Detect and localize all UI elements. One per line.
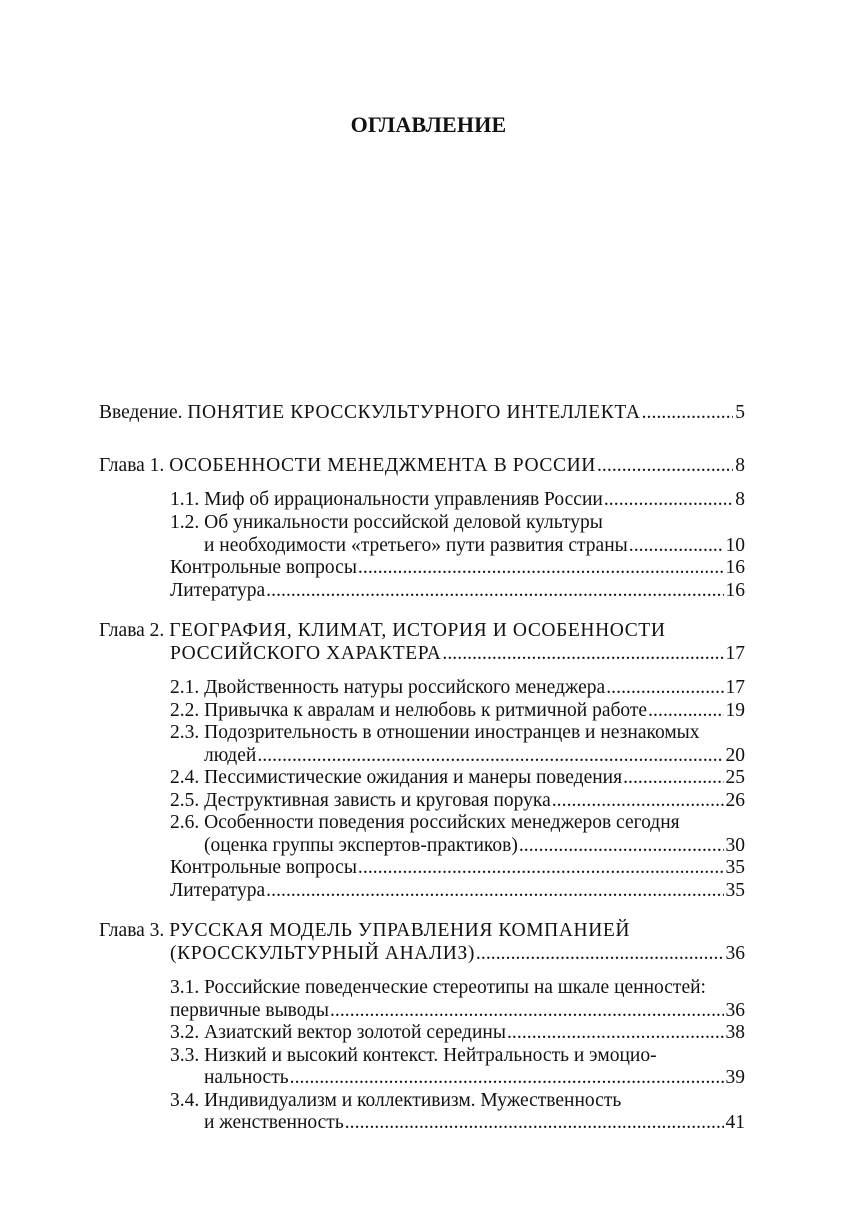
questions-title: Контрольные вопросы — [170, 857, 357, 878]
section-2-2-title: 2.2. Привычка к авралам и нелюбовь к ритмичной работе — [170, 700, 648, 721]
section-2-6-title-line2: (оценка группы экспертов-практиков) — [204, 835, 518, 856]
section-2-5-title: 2.5. Деструктивная зависть и круговая порука — [170, 790, 551, 811]
dot-leader — [552, 790, 724, 812]
page-title: ОГЛАВЛЕНИЕ — [350, 112, 507, 137]
toc-entry-intro — [99, 402, 745, 424]
page-number: 30 — [725, 835, 745, 856]
toc-entry-chapter-2-line1 — [99, 620, 745, 642]
toc-entry-2-4 — [170, 767, 745, 789]
dot-leader — [266, 880, 723, 902]
toc-entry-2-6-line1 — [170, 812, 745, 834]
section-3-4-title-line2: и женственность — [204, 1112, 344, 1133]
dot-leader — [358, 557, 724, 579]
page-number: 16 — [725, 557, 745, 578]
toc-entry-3-1-line2 — [170, 1000, 745, 1022]
dot-leader — [330, 1000, 724, 1022]
chapter-3-title-line2: (КРОССКУЛЬТУРНЫЙ АНАЛИЗ) — [170, 943, 475, 964]
toc-entry-3-3-line1 — [170, 1045, 745, 1067]
toc-entry-3-4-line1 — [170, 1090, 745, 1112]
page-number: 17 — [725, 677, 745, 698]
section-1-2-title-line1: 1.2. Об уникальности российской деловой культуры — [170, 512, 603, 533]
dot-leader — [266, 580, 723, 602]
dot-leader — [629, 535, 724, 557]
toc-entry-1-2-line2 — [204, 535, 745, 557]
toc-entry-1-1 — [170, 489, 745, 511]
toc-entry-2-1 — [170, 677, 745, 699]
toc-entry-2-3-line2 — [204, 745, 745, 767]
chapter-3-title-line1: РУССКАЯ МОДЕЛЬ УПРАВЛЕНИЯ КОМПАНИЕЙ — [169, 920, 631, 941]
chapter-2-prefix: Глава 2. — [99, 620, 165, 641]
page-number: 41 — [725, 1112, 745, 1133]
section-3-1-title-line1: 3.1. Российские поведенческие стереотипы на шкале ценностей: — [170, 977, 706, 998]
dot-leader — [476, 943, 724, 965]
section-3-2-title: 3.2. Азиатский вектор золотой середины — [170, 1022, 506, 1043]
page-number: 8 — [735, 455, 745, 476]
toc-entry-chapter-1 — [99, 455, 745, 477]
page-number: 17 — [725, 643, 745, 664]
dot-leader — [623, 767, 723, 789]
section-3-3-title-line1: 3.3. Низкий и высокий контекст. Нейтральность и эмоцио- — [170, 1045, 657, 1066]
section-3-1-title-line2: первичные выводы — [170, 1000, 329, 1021]
toc-entry-1-2-line1 — [170, 512, 745, 534]
section-3-4-title-line1: 3.4. Индивидуализм и коллективизм. Мужественность — [170, 1090, 622, 1111]
toc-entry-3-3-line2 — [204, 1067, 745, 1089]
dot-leader — [345, 1112, 724, 1134]
dot-leader — [507, 1022, 724, 1044]
chapter-1-prefix: Глава 1. — [99, 455, 165, 476]
page-number: 35 — [725, 880, 745, 901]
page-number: 16 — [725, 580, 745, 601]
toc-entry-2-2 — [170, 700, 745, 722]
toc-entry-3-4-line2 — [204, 1112, 745, 1134]
page-number: 39 — [725, 1067, 745, 1088]
page-number: 26 — [725, 790, 745, 811]
intro-prefix: Введение. — [99, 402, 183, 423]
page-number: 38 — [725, 1022, 745, 1043]
dot-leader — [597, 455, 733, 477]
toc-entry-chapter-3-line2 — [170, 943, 745, 965]
toc-entry-ch2-questions — [170, 857, 745, 879]
page-number: 20 — [725, 745, 745, 766]
section-3-3-title-line2: нальность — [204, 1067, 289, 1088]
toc-entry-3-1-line1 — [170, 977, 745, 999]
chapter-2-title-line2: РОССИЙСКОГО ХАРАКТЕРА — [170, 643, 442, 664]
page-number: 10 — [725, 535, 745, 556]
section-2-4-title: 2.4. Пессимистические ожидания и манеры поведения — [170, 767, 623, 788]
toc-entry-3-2 — [170, 1022, 745, 1044]
section-1-1-title: 1.1. Миф об иррациональности управленияв России — [170, 489, 603, 510]
dot-leader — [606, 677, 723, 699]
page-number: 36 — [725, 943, 745, 964]
dot-leader — [257, 745, 723, 767]
toc-entry-chapter-2-line2 — [170, 643, 745, 665]
toc-entry-2-3-line1 — [170, 722, 745, 744]
dot-leader — [358, 857, 724, 879]
toc-entry-ch1-questions — [170, 557, 745, 579]
section-2-6-title-line1: 2.6. Особенности поведения российских менеджеров сегодня — [170, 812, 680, 833]
page-number: 8 — [735, 489, 745, 510]
toc-entry-ch2-literature — [170, 880, 745, 902]
literature-title: Литература — [170, 580, 266, 601]
dot-leader — [442, 643, 723, 665]
section-1-2-title-line2: и необходимости «третьего» пути развития страны — [204, 535, 628, 556]
section-2-3-title-line2: людей — [204, 745, 257, 766]
chapter-2-title-line1: ГЕОГРАФИЯ, КЛИМАТ, ИСТОРИЯ И ОСОБЕННОСТИ — [169, 620, 666, 641]
intro-title: ПОНЯТИЕ КРОССКУЛЬТУРНОГО ИНТЕЛЛЕКТА — [187, 402, 641, 423]
section-2-3-title-line1: 2.3. Подозрительность в отношении иностранцев и незнакомых — [170, 722, 700, 743]
dot-leader — [642, 402, 734, 424]
page-number: 5 — [735, 402, 745, 423]
page-number: 36 — [725, 1000, 745, 1021]
page-number: 19 — [725, 700, 745, 721]
dot-leader — [519, 835, 724, 857]
section-2-1-title: 2.1. Двойственность натуры российского менеджера — [170, 677, 606, 698]
toc-entry-chapter-3-line1 — [99, 920, 745, 942]
dot-leader — [648, 700, 723, 722]
questions-title: Контрольные вопросы — [170, 557, 357, 578]
chapter-1-title: ОСОБЕННОСТИ МЕНЕДЖМЕНТА В РОССИИ — [169, 455, 596, 476]
page-number: 35 — [725, 857, 745, 878]
toc-entry-2-6-line2 — [204, 835, 745, 857]
toc-entry-2-5 — [170, 790, 745, 812]
page-number: 25 — [725, 767, 745, 788]
dot-leader — [604, 489, 733, 511]
literature-title: Литература — [170, 880, 266, 901]
chapter-3-prefix: Глава 3. — [99, 920, 165, 941]
dot-leader — [290, 1067, 724, 1089]
toc-entry-ch1-literature — [170, 580, 745, 602]
